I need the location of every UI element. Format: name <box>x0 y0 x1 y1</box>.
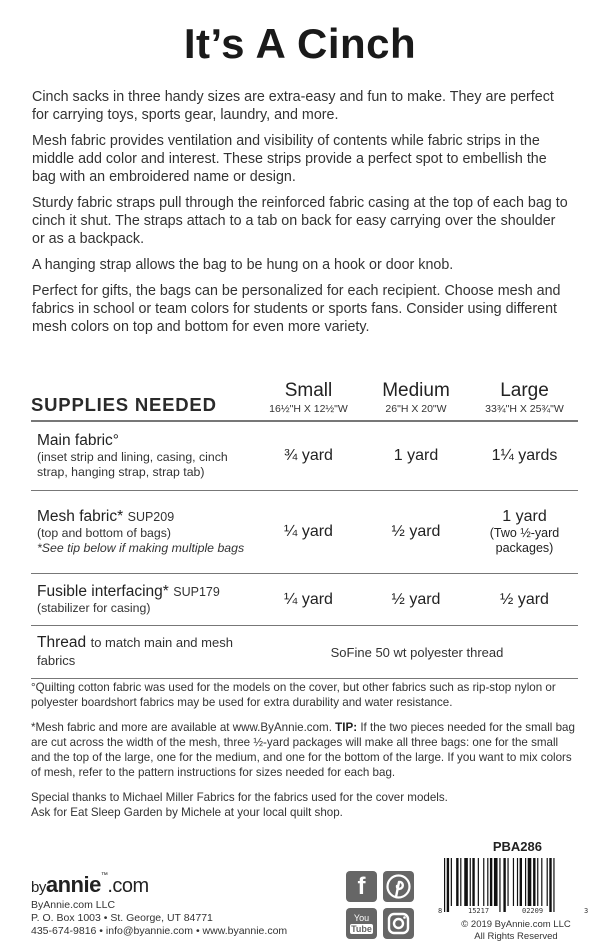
pattern-number: PBA286 <box>492 839 542 854</box>
footnote-mesh-intro: *Mesh fabric and more are available at www.ByAnnie.com. <box>31 721 332 734</box>
byannie-logo <box>31 872 149 898</box>
supply-description: to match main and mesh fabrics <box>37 635 233 668</box>
intro-paragraph: Mesh fabric provides ventilation and visibility of contents while fabric strips in the middle add color and interest. These strips provide a perfect spot to embellish the bag with an embroidered name or design. <box>32 133 547 185</box>
supply-code: SUP179 <box>173 585 220 599</box>
facebook-icon[interactable]: f <box>346 871 377 902</box>
intro-paragraph: Cinch sacks in three handy sizes are extra-easy and fun to make. They are perfect for carrying toys, sports gear, laundry, and more. <box>32 89 554 123</box>
footnotes <box>31 680 579 830</box>
footnote-tip: If the two pieces needed for the small bag are cut across the width of the mesh, three ½-yard packages will make all three bags: one for the small and the top of the large, one for the medium, and one for the bottom of the large. If you want to mix colors of mesh, refer to the pattern instructions for sizes needed for each bag. <box>31 721 575 779</box>
instagram-icon[interactable] <box>383 908 414 939</box>
barcode-digit: 15217 <box>468 907 490 915</box>
logo-annie: annie <box>45 872 101 897</box>
supply-row-main-fabric <box>31 422 578 491</box>
thanks-line: Special thanks to Michael Miller Fabrics for the fabrics used for the cover models. <box>31 791 448 804</box>
logo-by: by <box>31 879 46 896</box>
size-medium-header <box>361 380 471 416</box>
size-dimensions: 26"H X 20"W <box>385 403 447 415</box>
footnote-quilting: °Quilting cotton fabric was used for the models on the cover, but other fabrics such as rip-stop nylon or polyester boardshort fabrics may be used for extra durability and water resistance. <box>31 681 556 709</box>
youtube-text: Tube <box>351 924 372 934</box>
supplies-header <box>31 368 578 422</box>
youtube-text: You <box>353 913 370 923</box>
page-title: It’s A Cinch <box>183 20 417 67</box>
supply-note: *See tip below if making multiple bags <box>37 541 245 555</box>
amount-small: ¼ yard <box>284 590 333 608</box>
intro-text <box>32 88 572 344</box>
supply-description: (top and bottom of bags) <box>37 526 171 540</box>
supply-row-thread <box>31 626 578 679</box>
supply-name: Thread <box>37 634 87 651</box>
barcode-digit: 02209 <box>522 907 544 915</box>
size-name: Large <box>500 380 549 401</box>
pinterest-icon[interactable] <box>383 871 414 902</box>
address-line: P. O. Box 1003 • St. George, UT 84771 <box>31 912 213 924</box>
intro-paragraph: Sturdy fabric straps pull through the reinforced fabric casing at the top of each bag to cinch it shut. The straps attach to a tab on back for easy carrying over the shoulder or as a backpack. <box>32 195 568 247</box>
size-name: Medium <box>382 380 450 401</box>
tip-label: TIP: <box>335 721 358 734</box>
amount-large-note: (Two ½-yard packages) <box>489 526 560 555</box>
supply-description: (stabilizer for casing) <box>37 601 151 615</box>
barcode-digit: 3 <box>584 907 589 915</box>
supply-label <box>31 577 256 622</box>
supply-name: Mesh fabric* <box>37 508 124 525</box>
copyright <box>446 919 586 943</box>
intro-paragraph: Perfect for gifts, the bags can be personalized for each recipient. Choose mesh and fabrics in school or team colors for students or sports fans. Consider using different mesh colors on top and bottom for even more variety. <box>32 283 561 335</box>
supply-description: (inset strip and lining, casing, cinch strap, hanging strap, strap tab) <box>37 450 228 479</box>
copyright-line: © 2019 ByAnnie.com LLC <box>461 919 571 930</box>
footnote-thanks <box>31 790 579 820</box>
supply-label <box>31 502 256 562</box>
size-small-header <box>256 380 361 416</box>
supplies-table <box>31 368 578 679</box>
thread-value: SoFine 50 wt polyester thread <box>330 644 504 660</box>
supply-label <box>31 426 256 486</box>
logo-com: .com <box>107 875 149 897</box>
logo-tm: ™ <box>100 872 108 879</box>
amount-small: ¾ yard <box>284 447 333 464</box>
thanks-line: Ask for Eat Sleep Garden by Michele at your local quilt shop. <box>31 806 343 819</box>
supply-label <box>31 628 256 676</box>
supply-name: Fusible interfacing* <box>37 583 169 600</box>
address-line: ByAnnie.com LLC <box>31 899 116 911</box>
amount-large: ½ yard <box>500 590 549 608</box>
amount-large: 1¼ yards <box>491 447 558 464</box>
supply-row-mesh-fabric <box>31 491 578 574</box>
supply-code: SUP209 <box>127 510 175 524</box>
youtube-icon[interactable] <box>346 908 377 939</box>
supply-name: Main fabric° <box>37 432 120 449</box>
intro-paragraph: A hanging strap allows the bag to be hung on a hook or door knob. <box>32 257 454 273</box>
size-dimensions: 16½"H X 12½"W <box>269 403 348 415</box>
footnote-mesh <box>31 720 579 780</box>
amount-medium: 1 yard <box>393 447 439 464</box>
barcode-digit: 8 <box>438 907 443 915</box>
amount-small: ¼ yard <box>284 523 333 540</box>
size-large-header <box>471 380 578 416</box>
company-address <box>31 899 287 938</box>
copyright-line: All Rights Reserved <box>474 931 558 942</box>
amount-large-value: 1 yard <box>502 508 547 525</box>
amount-medium: ½ yard <box>391 523 441 540</box>
amount-large <box>471 508 578 556</box>
supplies-heading: SUPPLIES NEEDED <box>31 394 217 415</box>
size-dimensions: 33¾"H X 25¾"W <box>485 403 564 415</box>
address-line: 435-674-9816 • info@byannie.com • www.byannie.com <box>31 925 288 937</box>
amount-medium: ½ yard <box>391 590 441 608</box>
barcode <box>438 858 590 922</box>
social-icons <box>346 871 418 943</box>
size-name: Small <box>284 380 333 401</box>
supply-row-fusible-interfacing <box>31 574 578 626</box>
